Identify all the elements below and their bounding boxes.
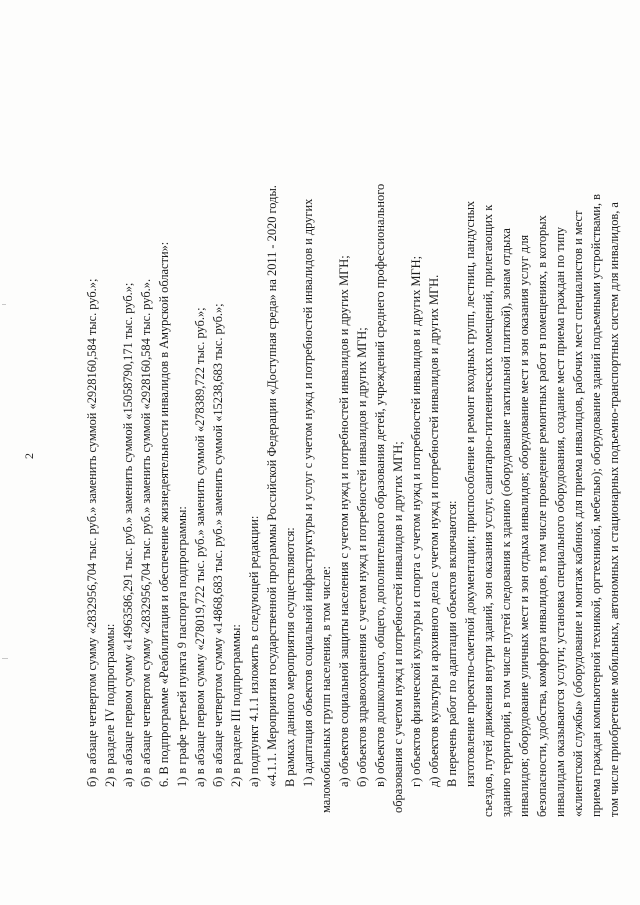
doc-line: изготовление проектно-сметной документации; приспособление и ремонт входных групп, лестниц, пандусных <box>463 200 477 787</box>
doc-line: приема граждан компьютерной техникой, оргтехникой, мебелью); оборудование зданий подъемными устройствами, в <box>589 194 603 817</box>
doc-line: безопасности, удобства, комфорта инвалидов, в том числе проведение ремонтных работ в помещениях, в которых <box>535 215 549 817</box>
scan-margin-line <box>2 658 8 659</box>
doc-line: б) объектов здравоохранения с учетом нужд и потребностей инвалидов и других МГН; <box>355 327 369 787</box>
doc-line: а) подпункт 4.1.1 изложить в следующей редакции: <box>247 515 261 787</box>
doc-line: маломобильных групп населения, в том числе: <box>319 566 333 813</box>
doc-line: инвалидов; оборудование уличных мест и зон отдыха инвалидов; оборудование мест и зон оказания услуг для <box>517 234 531 817</box>
doc-line: съездов, путей движения внутри зданий, зон оказания услуг, санитарно-гигиенических помещений, прилегающих к <box>481 204 495 817</box>
doc-line: а) в абзаце первом сумму «14963586,291 тыс. руб.» заменить суммой «15058790,171 тыс. руб.»; <box>121 282 135 787</box>
doc-line: В перечень работ по адаптации объектов включаются: <box>445 500 459 787</box>
doc-line: б) в абзаце четвертом сумму «14868,683 тыс. руб.» заменить суммой «15238,683 тыс. руб.»; <box>211 303 225 787</box>
doc-line: 2) в разделе IV подпрограммы: <box>103 623 117 787</box>
doc-line: а) объектов социальной защиты населения с учетом нужд и потребностей инвалидов и других МГН; <box>337 255 351 787</box>
doc-line: «4.1.1. Мероприятия государственной программы Российской Федерации «Доступная среда» на 2011 - 2020 годы. <box>265 185 279 787</box>
doc-line: 2) в разделе III подпрограммы: <box>229 624 243 787</box>
doc-line: инвалидам оказываются услуги; установка специального оборудования, создание мест приема граждан по типу <box>553 226 567 817</box>
doc-line: д) объектов культуры и архивного дела с учетом нужд и потребностей инвалидов и других МГН. <box>427 274 441 787</box>
doc-line: б) в абзаце четвертом сумму «2832956,704 тыс. руб.» заменить суммой «2928160,584 тыс. руб.»; <box>85 278 99 787</box>
scan-margin-line <box>2 304 6 305</box>
doc-line: том числе приобретение мобильных, автономных и стационарных подъемно-транспортных систем для инвалидов, а <box>607 202 621 817</box>
doc-line: 1) адаптация объектов социальной инфраструктуры и услуг с учетом нужд и потребностей инвалидов и других <box>301 198 315 787</box>
doc-line: б) в абзаце четвертом сумму «2832956,704 тыс. руб.» заменить суммой «2928160,584 тыс. руб.». <box>139 278 153 787</box>
page-number: 2 <box>22 453 36 459</box>
doc-line: «клиентской службы» (оборудование и монтаж кабинок для приема инвалидов, рабочих мест специалистов и мест <box>571 210 585 817</box>
doc-line: 6. В подпрограмме «Реабилитация и обеспечение жизнедеятельности инвалидов в Амурской области»: <box>157 241 171 787</box>
doc-line: а) в абзаце первом сумму «278019,722 тыс. руб.» заменить суммой «278389,722 тыс. руб.»; <box>193 307 207 787</box>
doc-line: 1) в графе третьей пункта 9 паспорта подпрограммы: <box>175 506 189 787</box>
doc-line: зданию территорий, в том числе путей следования к зданию (оборудование тактильной плиткой), зонам отдыха <box>499 228 513 817</box>
doc-line: образования с учетом нужд и потребностей инвалидов и других МГН; <box>391 441 405 813</box>
doc-line: В рамках данного мероприятия осуществляются: <box>283 527 297 787</box>
doc-line: в) объектов дошкольного, общего, дополнительного образования детей, учреждений среднего профессионального <box>373 183 387 787</box>
doc-line: г) объектов физической культуры и спорта с учетом нужд и потребностей инвалидов и других МГН; <box>409 255 423 787</box>
